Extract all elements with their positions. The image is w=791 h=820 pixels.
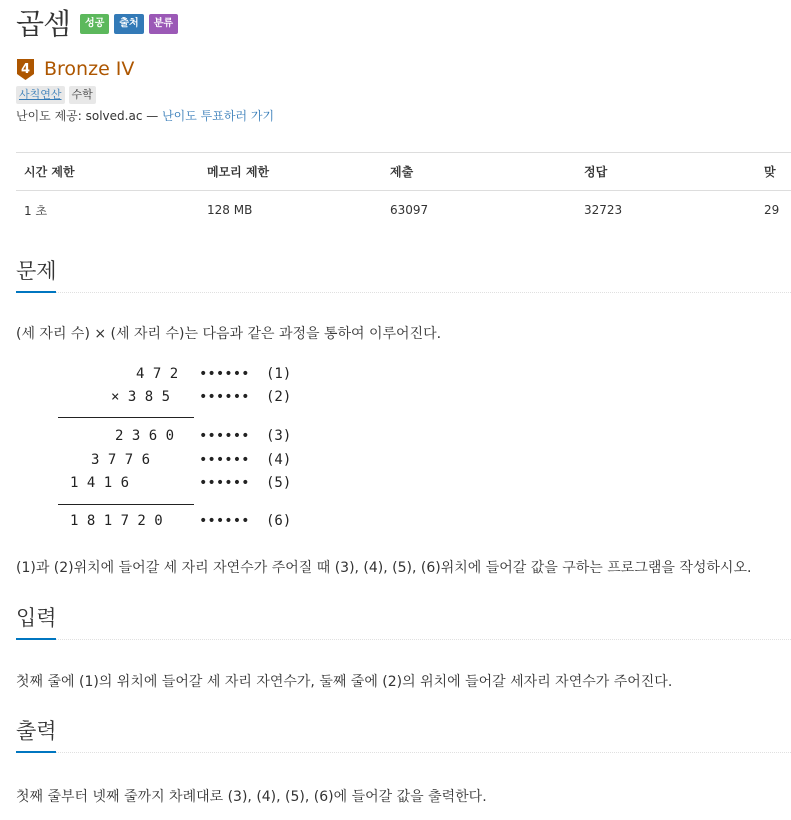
diagram-row-6-dots: •••••• [199,513,250,529]
solvers-header: 맞 [756,153,791,191]
category-label[interactable]: 분류 [149,14,178,34]
input-heading: 입력 [16,606,57,630]
output-text: 첫째 줄부터 넷째 줄까지 차례대로 (3), (4), (5), (6)에 들어갈 값을 출력한다. [16,789,487,805]
memory-limit-header: 메모리 제한 [199,153,382,191]
tier-number: 4 [20,61,31,77]
difficulty-credit [16,107,274,124]
success-label[interactable]: 성공 [80,14,109,34]
solvers-value[interactable]: 29 [764,203,780,217]
output-section-header [16,716,57,746]
problem-outro: (1)과 (2)위치에 들어갈 세 자리 자연수가 주어질 때 (3), (4), (5), (6)위치에 들어갈 값을 구하는 프로그램을 작성하시오. [16,560,752,576]
problem-intro: (세 자리 수) × (세 자리 수)는 다음과 같은 과정을 통하여 이루어진다. [16,326,442,342]
diagram-row-1-dots: •••••• [199,366,250,382]
problem-section-header [16,256,57,286]
accepted-header: 정답 [576,153,756,191]
diagram-row-4-digits: 3 7 7 6 [91,452,151,468]
diagram-row-5-digits: 1 4 1 6 [70,475,130,491]
stats-header-row [16,153,791,191]
source-label[interactable]: 출처 [114,14,143,34]
input-heading-divider [16,639,791,640]
time-limit-header: 시간 제한 [16,153,199,191]
submissions-header: 제출 [382,153,576,191]
title-row [16,4,178,44]
diagram-row-2-marker: (2) [266,389,292,405]
problem-heading-accent [16,291,56,293]
output-heading: 출력 [16,719,57,743]
page-title: 곱셈 [16,7,71,41]
diagram-row-6-marker: (6) [266,513,292,529]
input-heading-accent [16,638,56,640]
problem-heading-divider [16,292,791,293]
diagram-row-3-digits: 2 3 6 0 [115,428,175,444]
diagram-row-1-digits: 4 7 2 [136,366,179,382]
diagram-row-5-marker: (5) [266,475,292,491]
diagram-row-5-dots: •••••• [199,475,250,491]
credit-prefix: 난이도 제공: solved.ac — [16,109,159,123]
diagram-row-1-marker: (1) [266,366,292,382]
diagram-row-4-dots: •••••• [199,452,250,468]
vote-difficulty-link[interactable]: 난이도 투표하러 가기 [162,109,275,123]
problem-heading: 문제 [16,259,57,283]
tier-badge-icon [16,59,35,80]
submissions-value[interactable]: 63097 [390,203,429,217]
memory-limit-value: 128 MB [207,203,253,217]
tag-list [16,86,100,104]
tag-arithmetic[interactable]: 사칙연산 [16,86,65,104]
input-section-header [16,603,57,633]
tier-name[interactable]: Bronze IV [44,58,135,80]
stats-table [16,152,791,229]
output-heading-divider [16,752,791,753]
tag-math[interactable]: 수학 [69,86,96,104]
diagram-rule-2 [58,504,194,505]
diagram-row-3-marker: (3) [266,428,292,444]
stats-row [16,191,791,230]
diagram-row-2-dots: •••••• [199,389,250,405]
accepted-value[interactable]: 32723 [584,203,623,217]
diagram-row-6-digits: 1 8 1 7 2 0 [70,513,163,529]
input-text: 첫째 줄에 (1)의 위치에 들어갈 세 자리 자연수가, 둘째 줄에 (2)의 위치에 들어갈 세자리 자연수가 주어진다. [16,674,673,690]
multiplication-diagram [56,362,306,537]
output-heading-accent [16,751,56,753]
tier-row [16,58,134,80]
diagram-rule-1 [58,417,194,418]
time-limit-value: 1 초 [24,203,48,218]
diagram-row-3-dots: •••••• [199,428,250,444]
diagram-row-2-digits: × 3 8 5 [111,389,171,405]
diagram-row-4-marker: (4) [266,452,292,468]
